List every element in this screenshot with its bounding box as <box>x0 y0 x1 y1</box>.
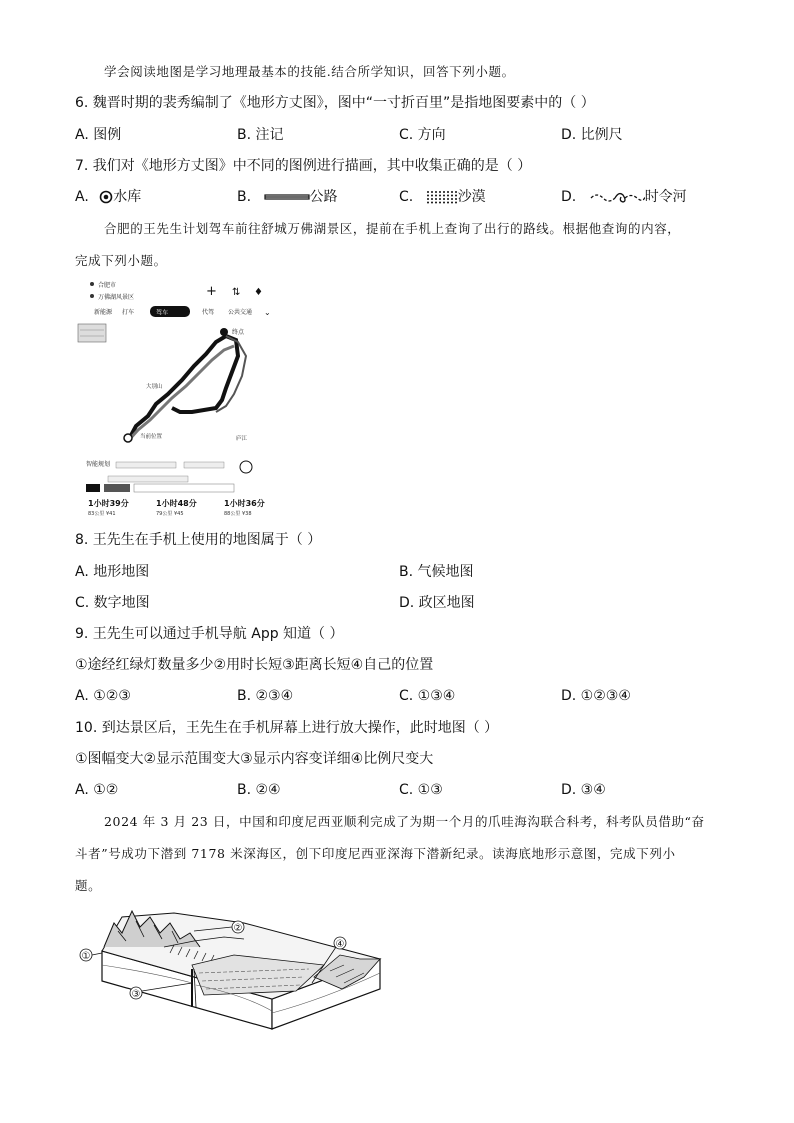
intro-text-3-line2: 斗者”号成功下潜到 7178 米深海区，创下印度尼西亚深海下潜新纪录。读海底地形示意图，完成下列小 <box>75 846 676 861</box>
road-symbol-icon <box>264 192 310 202</box>
q7-option-b[interactable] <box>237 188 338 206</box>
svg-text:智能规划: 智能规划 <box>86 461 111 468</box>
route-2-detail: 79公里 ¥45 <box>156 511 184 517</box>
route-1-detail: 83公里 ¥41 <box>88 511 116 517</box>
q6-option-b[interactable]: B. 注记 <box>237 127 284 143</box>
q6-option-a[interactable]: A. 图例 <box>75 127 122 143</box>
question-10-stem: 10. 到达景区后，王先生在手机屏幕上进行放大操作，此时地图（ ） <box>75 720 499 736</box>
q9-option-b[interactable]: B. ②③④ <box>237 688 294 704</box>
desert-symbol-icon <box>426 190 458 204</box>
q8-option-b[interactable]: B. 气候地图 <box>399 564 474 580</box>
q6-option-d[interactable]: D. 比例尺 <box>561 127 623 143</box>
svg-text:大别山: 大别山 <box>146 384 163 390</box>
label-4: ④ <box>335 939 345 950</box>
question-10-items: ①图幅变大②显示范围变大③显示内容变详细④比例尺变大 <box>75 751 434 767</box>
phone-navigation-map <box>76 276 288 522</box>
tab-taxi[interactable]: 打车 <box>122 309 135 316</box>
route-2-time[interactable]: 1小时48分 <box>156 499 197 508</box>
q7-option-b-text: 公路 <box>309 189 338 205</box>
label-3: ③ <box>131 989 141 1000</box>
q7-option-c-text: 沙漠 <box>457 189 486 205</box>
add-icon[interactable]: + <box>206 284 217 299</box>
map-origin-label: 合肥市 <box>98 282 117 289</box>
tab-chauffeur[interactable]: 代驾 <box>202 309 215 316</box>
q10-option-d[interactable]: D. ③④ <box>561 782 606 798</box>
q7-option-a-letter: A. <box>75 189 89 205</box>
tab-drive[interactable]: 驾车 <box>156 309 169 317</box>
q6-option-c[interactable]: C. 方向 <box>399 127 446 143</box>
q10-option-a[interactable]: A. ①② <box>75 782 119 798</box>
svg-text:庐江: 庐江 <box>236 436 248 442</box>
svg-text:当前位置: 当前位置 <box>140 434 163 440</box>
seafloor-terrain-diagram <box>74 903 386 1031</box>
intro-text-3-line3: 题。 <box>75 878 102 893</box>
q9-option-d[interactable]: D. ①②③④ <box>561 688 631 704</box>
q10-option-c[interactable]: C. ①③ <box>399 782 443 798</box>
q8-option-c[interactable]: C. 数字地图 <box>75 595 150 611</box>
q8-option-d[interactable]: D. 政区地图 <box>399 595 475 611</box>
question-7-stem: 7. 我们对《地形方丈图》中不同的图例进行描画，其中收集正确的是（ ） <box>75 158 532 174</box>
reservoir-symbol-icon <box>99 190 113 204</box>
q7-option-c[interactable] <box>399 188 486 206</box>
svg-text:新能源: 新能源 <box>94 309 113 316</box>
label-2: ② <box>233 923 243 934</box>
q7-option-c-letter: C. <box>399 189 414 205</box>
q7-option-d-text: 时令河 <box>644 189 687 205</box>
intro-text-2-line2: 完成下列小题。 <box>75 253 167 268</box>
q7-option-d[interactable] <box>561 188 687 206</box>
question-6-stem: 6. 魏晋时期的裴秀编制了《地形方丈图》，图中“一寸折百里”是指地图要素中的（ ） <box>75 95 595 111</box>
question-9-items: ①途经红绿灯数量多少②用时长短③距离长短④自己的位置 <box>75 657 434 673</box>
tab-public-transit[interactable]: 公共交通 <box>228 309 253 316</box>
intro-text-3-line1: 2024 年 3 月 23 日，中国和印度尼西亚顺利完成了为期一个月的爪哇海沟联合科考，科考队员借助“奋 <box>104 814 705 829</box>
q7-option-a[interactable] <box>75 188 141 206</box>
route-3-time[interactable]: 1小时36分 <box>224 499 265 508</box>
chevron-down-icon[interactable]: ⌄ <box>264 308 271 317</box>
seasonal-river-symbol-icon <box>589 189 645 205</box>
q7-option-d-letter: D. <box>561 189 577 205</box>
question-9-stem: 9. 王先生可以通过手机导航 App 知道（ ） <box>75 626 344 642</box>
q9-option-a[interactable]: A. ①②③ <box>75 688 131 704</box>
intro-text-1: 学会阅读地图是学习地理最基本的技能.结合所学知识，回答下列小题。 <box>104 64 515 79</box>
route-1-time[interactable]: 1小时39分 <box>88 499 129 508</box>
question-8-stem: 8. 王先生在手机上使用的地图属于（ ） <box>75 532 322 548</box>
map-destination-label: 万佛湖风景区 <box>98 294 135 301</box>
q7-option-a-text: 水库 <box>113 189 142 205</box>
q7-option-b-letter: B. <box>237 189 252 205</box>
swap-icon[interactable]: ⇅ <box>232 287 241 298</box>
route-3-detail: 88公里 ¥38 <box>224 511 252 517</box>
q9-option-c[interactable]: C. ①③④ <box>399 688 456 704</box>
seafloor-diagram-image <box>74 903 386 1031</box>
q10-option-b[interactable]: B. ②④ <box>237 782 281 798</box>
q8-option-a[interactable]: A. 地形地图 <box>75 564 150 580</box>
more-icon[interactable]: ♦ <box>254 287 263 298</box>
intro-text-2-line1: 合肥的王先生计划驾车前往舒城万佛湖景区，提前在手机上查询了出行的路线。根据他查询的内容， <box>104 221 681 236</box>
label-1: ① <box>81 951 91 962</box>
svg-text:终点: 终点 <box>232 329 245 336</box>
phone-map-image <box>76 276 288 522</box>
